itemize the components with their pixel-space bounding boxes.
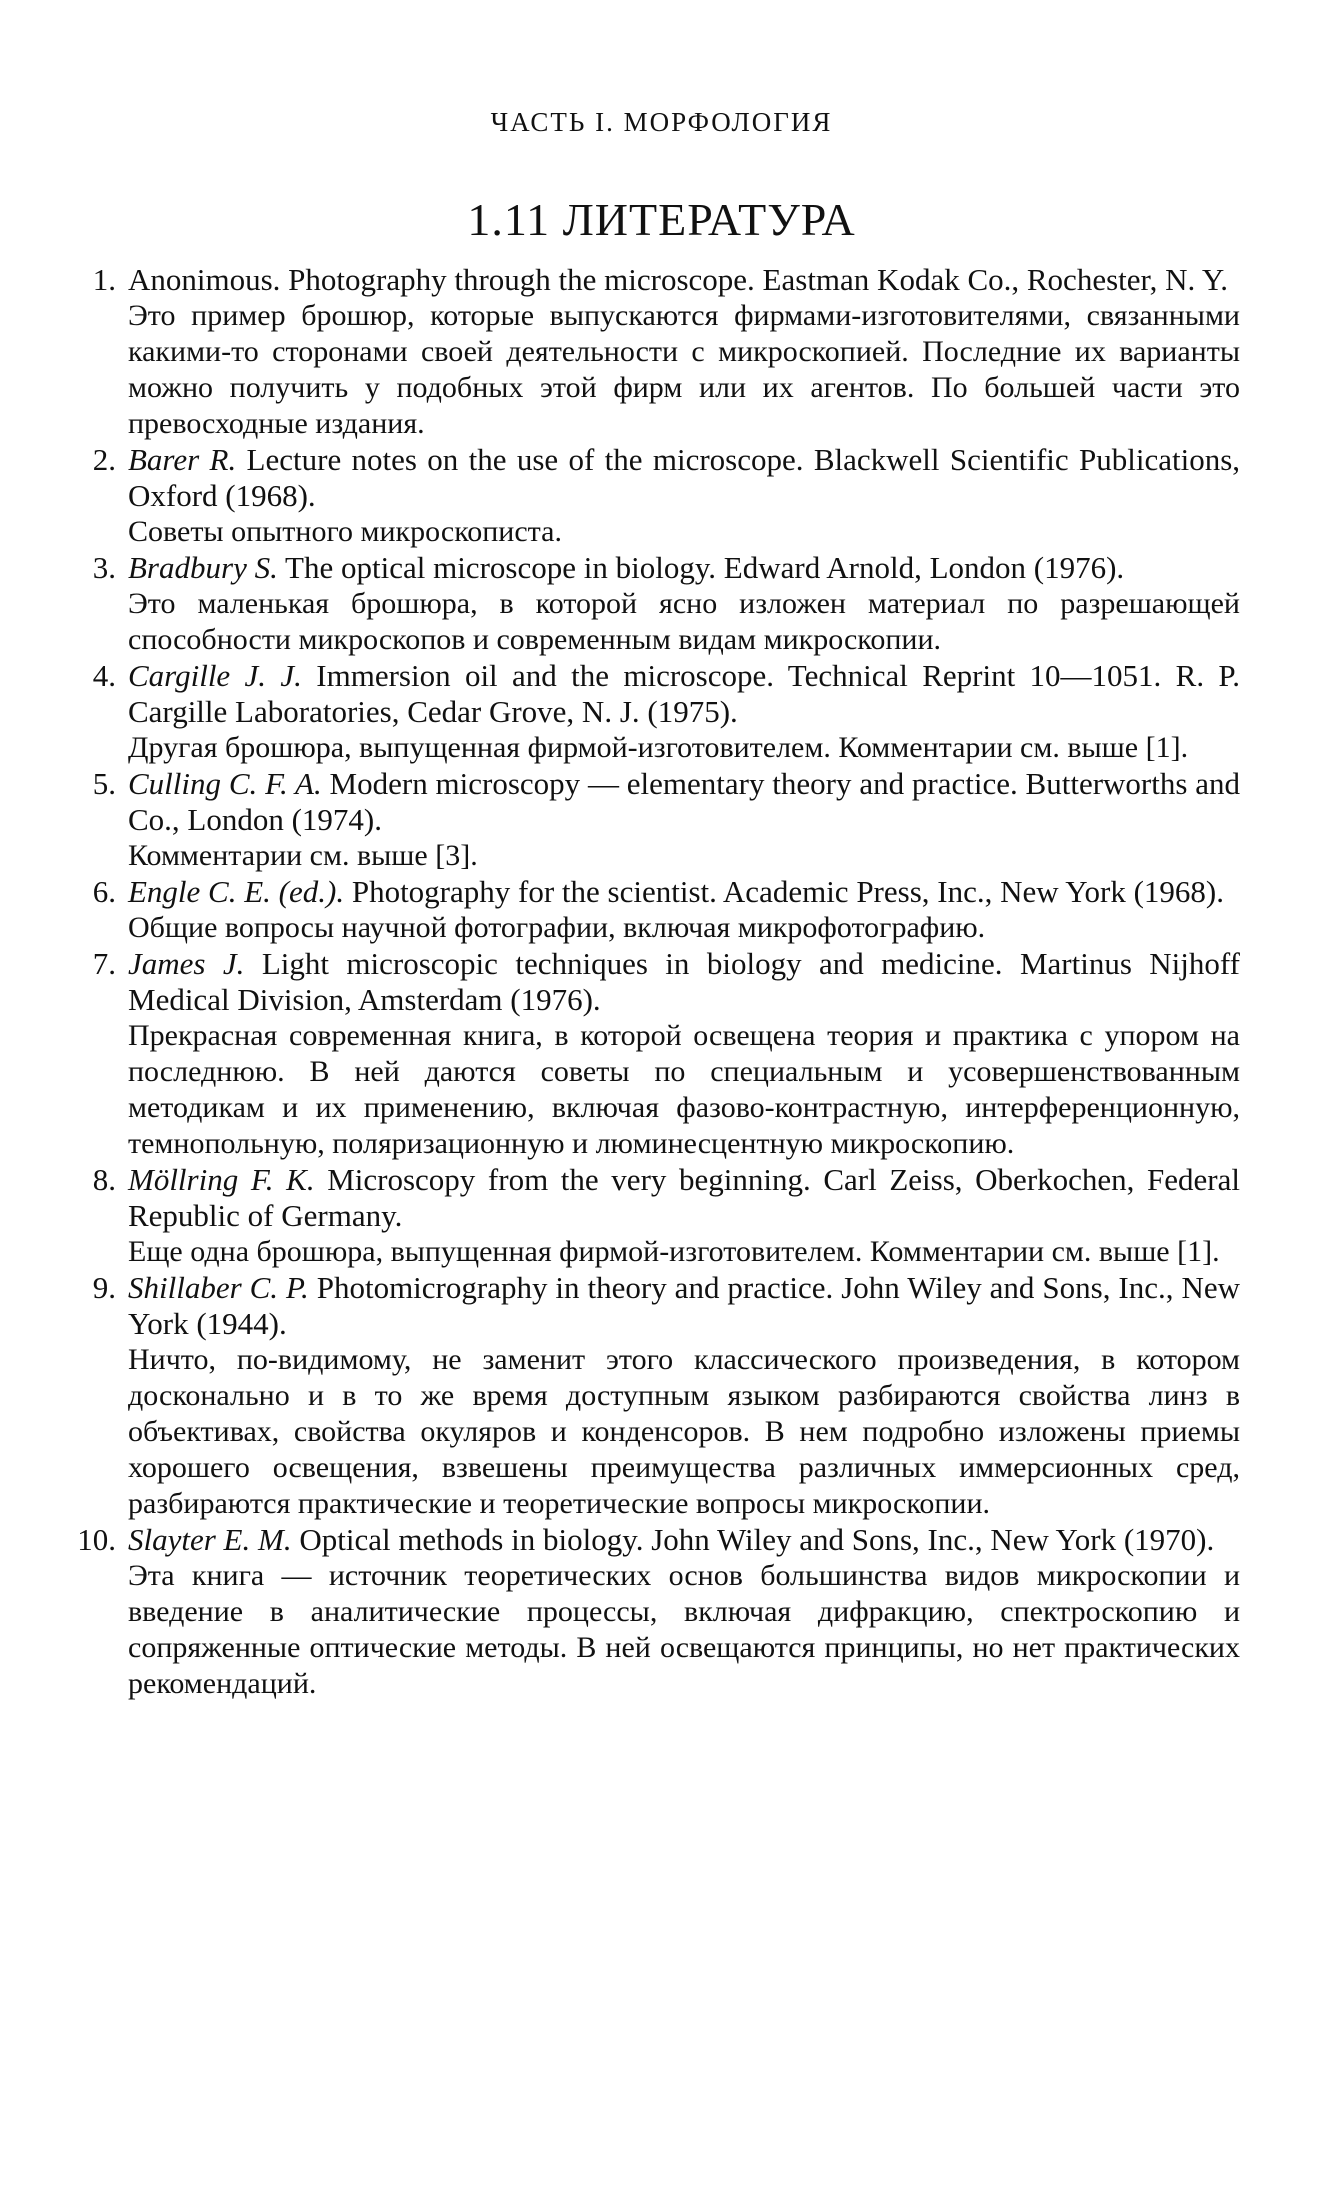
reference-number: 8. bbox=[92, 1162, 116, 1197]
reference-author: Bradbury S. bbox=[128, 550, 278, 585]
reference-item bbox=[60, 874, 1240, 946]
reference-annotation: Это маленькая брошюра, в которой ясно изложен материал по разрешающей способности микроскопов и современным видам микроскопии. bbox=[128, 587, 1240, 656]
reference-author: Möllring F. K. bbox=[128, 1162, 315, 1197]
reference-item bbox=[60, 946, 1240, 1162]
reference-title: Immersion oil and the microscope. Technical Reprint 10—1051. R. P. Cargille Laboratories, Cedar Grove, N. J. (1975). bbox=[128, 658, 1240, 729]
reference-citation bbox=[128, 1522, 1240, 1558]
reference-annotation: Прекрасная современная книга, в которой освещена теория и практика с упором на последнюю. В ней даются советы по специальным и усовершенствованным методикам и их применению, включая фазово-контрастную, интерференционную, темнопольную, поляризационную и люминесцентную микроскопию. bbox=[128, 1019, 1240, 1160]
reference-title: Anonimous. Photography through the microscope. Eastman Kodak Co., Rochester, N. Y. bbox=[128, 262, 1228, 297]
reference-citation bbox=[128, 1162, 1240, 1234]
reference-title: Microscopy from the very beginning. Carl Zeiss, Oberkochen, Federal Republic of Germany. bbox=[128, 1162, 1240, 1233]
reference-number: 5. bbox=[92, 766, 116, 801]
reference-author: James J. bbox=[128, 946, 245, 981]
reference-author: Culling C. F. A. bbox=[128, 766, 322, 801]
reference-number: 9. bbox=[92, 1270, 116, 1305]
reference-annotation: Ничто, по-видимому, не заменит этого классического произведения, в котором досконально и в то же время доступным языком разбираются свойства линз в объективах, свойства окуляров и конденсоров. В нем подробно изложены приемы хорошего освещения, взвешены преимущества различных иммерсионных сред, разбираются практические и теоретические вопросы микроскопии. bbox=[128, 1343, 1240, 1520]
reference-citation bbox=[128, 766, 1240, 838]
reference-author: Barer R. bbox=[128, 442, 237, 477]
reference-annotation: Другая брошюра, выпущенная фирмой-изготовителем. Комментарии см. выше [1]. bbox=[128, 731, 1189, 764]
running-head: ЧАСТЬ I. МОРФОЛОГИЯ bbox=[490, 107, 833, 137]
reference-author: Slayter E. M. bbox=[128, 1522, 292, 1557]
reference-title: Light microscopic techniques in biology and medicine. Martinus Nijhoff Medical Division, Amsterdam (1976). bbox=[128, 946, 1240, 1017]
reference-number: 6. bbox=[92, 874, 116, 909]
reference-annotation: Советы опытного микроскописта. bbox=[128, 515, 562, 548]
reference-item bbox=[60, 1270, 1240, 1522]
reference-author: Cargille J. J. bbox=[128, 658, 302, 693]
reference-number: 1. bbox=[92, 262, 116, 297]
reference-author: Shillaber C. P. bbox=[128, 1270, 309, 1305]
reference-item bbox=[60, 766, 1240, 874]
reference-number: 10. bbox=[77, 1522, 116, 1557]
reference-title: Photomicrography in theory and practice. John Wiley and Sons, Inc., New York (1944). bbox=[128, 1270, 1241, 1341]
reference-title: Optical methods in biology. John Wiley and Sons, Inc., New York (1970). bbox=[299, 1522, 1215, 1557]
reference-number: 2. bbox=[92, 442, 116, 477]
reference-title: Modern microscopy — elementary theory and practice. Butterworths and Co., London (1974). bbox=[128, 766, 1240, 837]
reference-citation bbox=[128, 442, 1240, 514]
reference-annotation: Комментарии см. выше [3]. bbox=[128, 839, 478, 872]
reference-title: Lecture notes on the use of the microscope. Blackwell Scientific Publications, Oxford (1968). bbox=[128, 442, 1241, 513]
reference-annotation: Общие вопросы научной фотографии, включая микрофотографию. bbox=[128, 911, 986, 944]
reference-citation bbox=[128, 946, 1240, 1018]
reference-author: Engle C. E. (ed.). bbox=[128, 874, 345, 909]
reference-number: 7. bbox=[92, 946, 116, 981]
reference-citation bbox=[128, 1270, 1240, 1342]
reference-citation bbox=[128, 658, 1240, 730]
reference-title: The optical microscope in biology. Edward Arnold, London (1976). bbox=[285, 550, 1125, 585]
reference-citation bbox=[128, 550, 1240, 586]
reference-annotation: Еще одна брошюра, выпущенная фирмой-изготовителем. Комментарии см. выше [1]. bbox=[128, 1235, 1220, 1268]
reference-item bbox=[60, 550, 1240, 658]
reference-item bbox=[60, 1162, 1240, 1270]
reference-number: 4. bbox=[92, 658, 116, 693]
reference-citation bbox=[128, 262, 1240, 298]
reference-annotation: Это пример брошюр, которые выпускаются фирмами-изготовителями, связанными какими-то сторонами своей деятельности с микроскопией. Последние их варианты можно получить у подобных этой фирм или их агентов. По большей части это превосходные издания. bbox=[128, 299, 1240, 440]
reference-number: 3. bbox=[92, 550, 116, 585]
section-title: 1.11 ЛИТЕРАТУРА bbox=[467, 194, 856, 245]
reference-annotation: Эта книга — источник теоретических основ большинства видов микроскопии и введение в аналитические процессы, включая дифракцию, спектроскопию и сопряженные оптические методы. В ней освещаются принципы, но нет практических рекомендаций. bbox=[128, 1559, 1240, 1700]
reference-item bbox=[60, 262, 1240, 442]
reference-list bbox=[60, 262, 1240, 1702]
reference-title: Photography for the scientist. Academic Press, Inc., New York (1968). bbox=[351, 874, 1224, 909]
reference-item bbox=[60, 1522, 1240, 1702]
reference-item bbox=[60, 442, 1240, 550]
reference-item bbox=[60, 658, 1240, 766]
reference-citation bbox=[128, 874, 1240, 910]
